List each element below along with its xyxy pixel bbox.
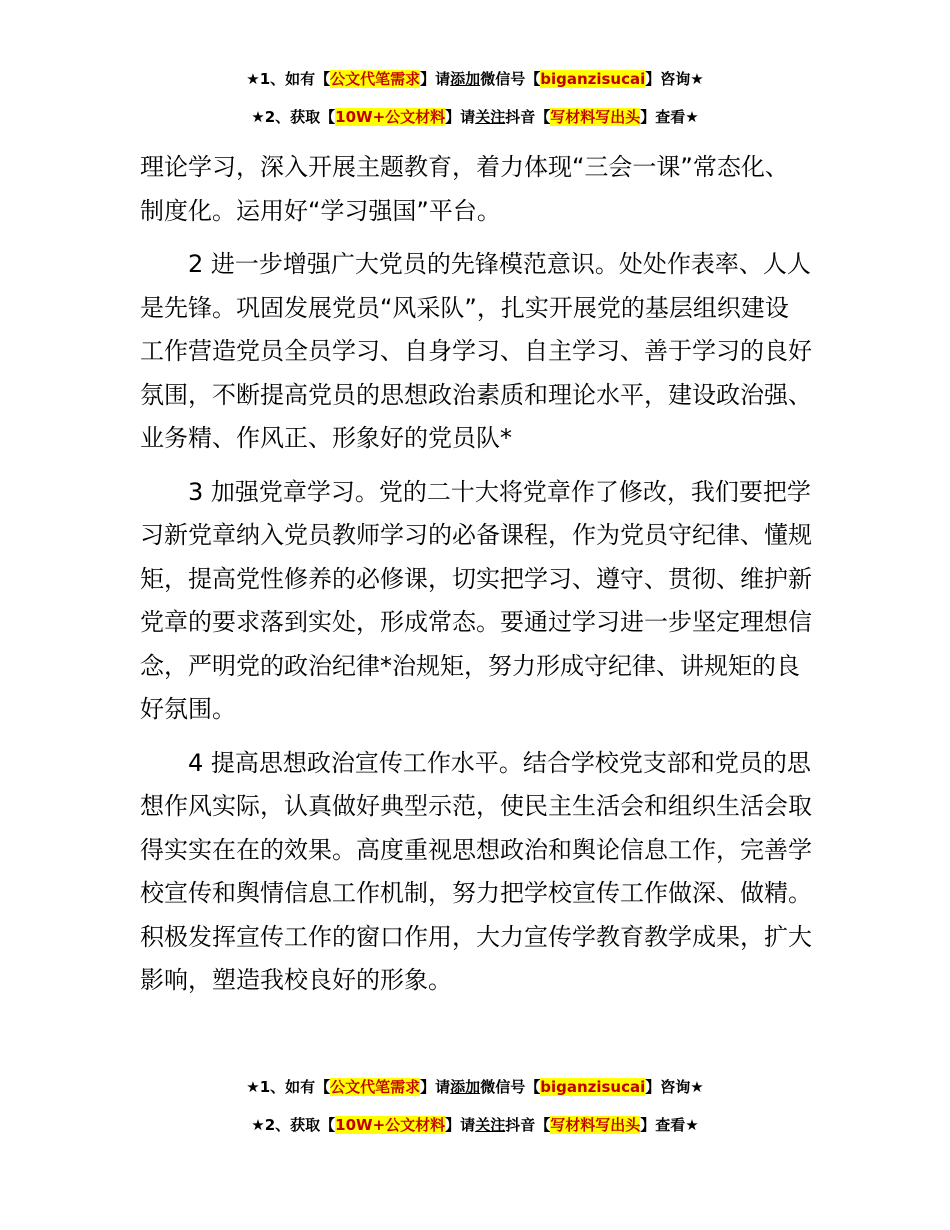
banner-text: 2、获取【: [264, 108, 336, 126]
banner-text: 抖音【: [505, 1116, 551, 1134]
star-icon: ★: [690, 1078, 704, 1096]
document-body: [140, 146, 812, 1013]
banner-text: 】咨询: [645, 1078, 691, 1096]
star-icon: ★: [246, 1078, 260, 1096]
highlight-wechat-id: biganzisucai: [540, 1078, 646, 1096]
paragraph-item-4: 4 提高思想政治宣传工作水平。结合学校党支部和党员的思想作风实际，认真做好典型示范，使民主生活会和组织生活会取得实实在在的效果。高度重视思想政治和舆论信息工作，完善学校宣传和舆情信息工作机制，努力把学校宣传工作做深、做精。积极发挥宣传工作的窗口作用，大力宣传学教育教学成果，扩大影响，塑造我校良好的形象。: [140, 748, 812, 994]
paragraph-item-3: 3 加强党章学习。党的二十大将党章作了修改，我们要把学习新党章纳入党员教师学习的必备课程，作为党员守纪律、懂规矩，提高党性修养的必修课，切实把学习、遵守、贯彻、维护新党章的要求落到实处，形成常态。要通过学习进一步坚定理想信念，严明党的政治纪律*治规矩，努力形成守纪律、讲规矩的良好氛围。: [140, 477, 812, 723]
banner-text: 】咨询: [645, 70, 691, 88]
star-icon: ★: [685, 108, 699, 126]
header-banner-line-2: [0, 105, 950, 129]
banner-text: 】查看: [640, 1116, 686, 1134]
banner-text: 微信号【: [480, 1078, 541, 1096]
banner-text: 】请: [445, 1116, 476, 1134]
banner-text: 2、获取【: [264, 1116, 336, 1134]
highlight-materials: 10W+公文材料: [335, 1116, 446, 1134]
star-icon: ★: [690, 70, 704, 88]
footer-banner-line-2: [0, 1113, 950, 1137]
underlined-action: 添加: [450, 1078, 481, 1096]
footer-banner-line-1: [0, 1075, 950, 1099]
highlight-douyin-account: 写材料写出头: [550, 1116, 641, 1134]
underlined-action: 添加: [450, 70, 481, 88]
header-banner-line-1: [0, 67, 950, 91]
banner-text: 1、如有【: [259, 70, 331, 88]
banner-text: 】请: [445, 108, 476, 126]
highlight-materials: 10W+公文材料: [335, 108, 446, 126]
star-icon: ★: [685, 1116, 699, 1134]
underlined-action: 关注: [475, 1116, 506, 1134]
banner-text: 】请: [420, 70, 451, 88]
star-icon: ★: [251, 1116, 265, 1134]
highlight-wechat-id: biganzisucai: [540, 70, 646, 88]
star-icon: ★: [251, 108, 265, 126]
banner-text: 】请: [420, 1078, 451, 1096]
highlight-douyin-account: 写材料写出头: [550, 108, 641, 126]
highlight-service: 公文代笔需求: [330, 70, 421, 88]
paragraph-item-2: 2 进一步增强广大党员的先锋模范意识。处处作表率、人人是先锋。巩固发展党员“风采队”，扎实开展党的基层组织建设工作营造党员全员学习、自身学习、自主学习、善于学习的良好氛围，不断提高党员的思想政治素质和理论水平，建设政治强、业务精、作风正、形象好的党员队*: [140, 250, 812, 452]
banner-text: 1、如有【: [259, 1078, 331, 1096]
star-icon: ★: [246, 70, 260, 88]
banner-text: 微信号【: [480, 70, 541, 88]
banner-text: 】查看: [640, 108, 686, 126]
banner-text: 抖音【: [505, 108, 551, 126]
underlined-action: 关注: [475, 108, 506, 126]
highlight-service: 公文代笔需求: [330, 1078, 421, 1096]
paragraph-continuation: 理论学习，深入开展主题教育，着力体现“三会一课”常态化、制度化。运用好“学习强国”平台。: [140, 153, 789, 225]
